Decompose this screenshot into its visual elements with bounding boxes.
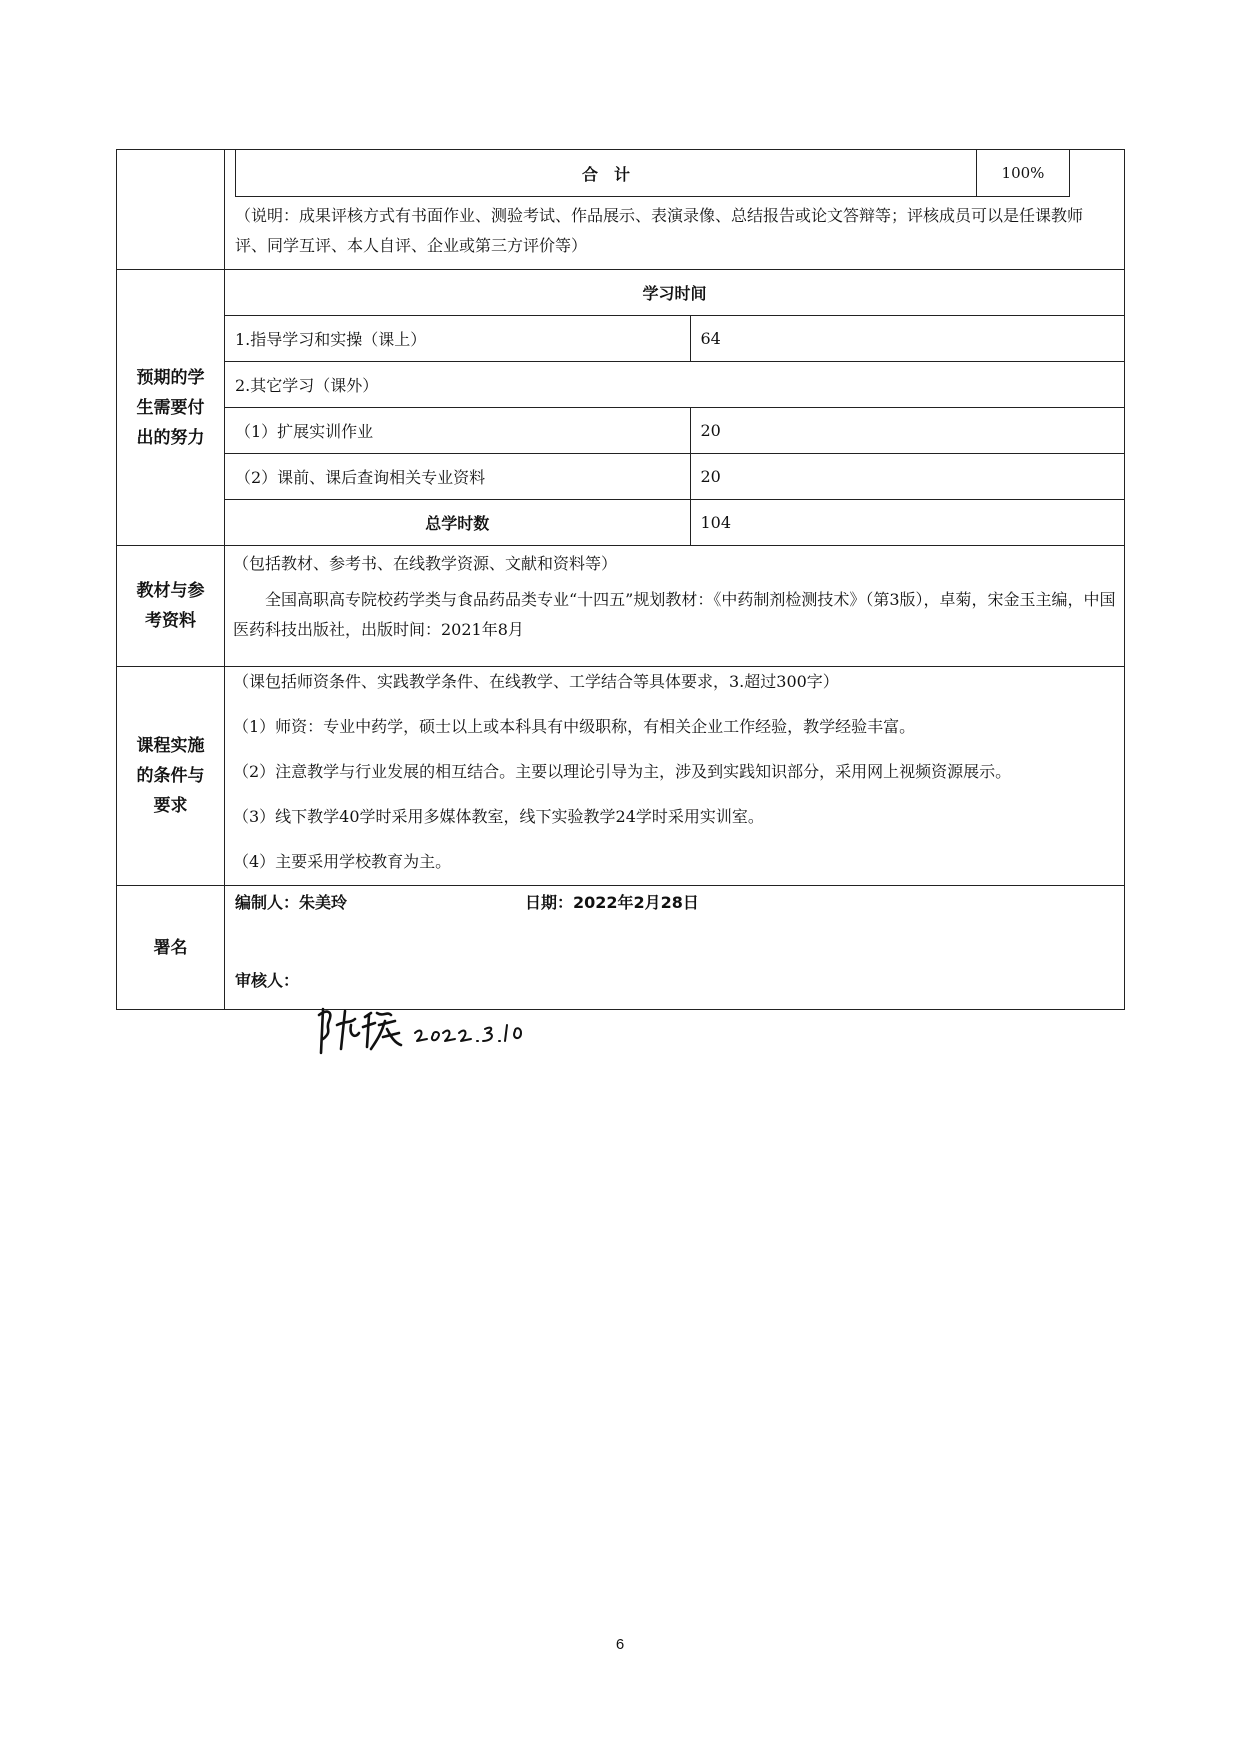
effort-header: 学习时间	[225, 270, 1124, 316]
implementation-label-cell	[117, 667, 225, 886]
effort-total-value: 104	[690, 500, 1124, 546]
materials-label-cell	[117, 546, 225, 667]
total-value: 100%	[977, 150, 1070, 197]
implementation-item: （1）师资：专业中药学，硕士以上或本科具有中级职称，有相关企业工作经验，教学经验丰富。	[233, 717, 916, 736]
signature-label: 署名	[153, 937, 188, 958]
materials-hint: （包括教材、参考书、在线教学资源、文献和资料等）	[233, 554, 618, 573]
syllabus-table	[116, 149, 1125, 1010]
materials-label: 教材与参考资料	[136, 581, 205, 631]
effort-item-text: 1.指导学习和实操（课上）	[225, 316, 690, 362]
effort-table	[225, 270, 1124, 545]
effort-item-row	[225, 316, 1124, 362]
effort-total-row	[225, 500, 1124, 546]
total-box	[235, 150, 1070, 197]
effort-label: 预期的学生需要付出的努力	[136, 367, 205, 448]
signature-label-cell	[117, 886, 225, 1010]
implementation-row	[117, 667, 1125, 886]
materials-row	[117, 546, 1125, 667]
page-number: 6	[615, 1636, 625, 1653]
effort-row	[117, 270, 1125, 546]
materials-content-cell	[225, 546, 1125, 667]
implementation-content-cell	[225, 667, 1125, 886]
effort-item-value: 64	[690, 316, 1124, 362]
effort-item-value: 20	[690, 408, 1124, 454]
effort-item-row	[225, 454, 1124, 500]
assessment-content-cell	[225, 150, 1125, 270]
effort-item-value: 20	[690, 454, 1124, 500]
materials-text: 全国高职高专院校药学类与食品药品类专业“十四五”规划教材：《中药制剂检测技术》（第3版），卓菊，宋金玉主编，中国医药科技出版社，出版时间：2021年8月	[233, 590, 1116, 639]
effort-item-text: 2.其它学习（课外）	[225, 362, 1124, 408]
signature-content-cell	[225, 886, 1125, 1010]
implementation-item: （3）线下教学40学时采用多媒体教室，线下实验教学24学时采用实训室。	[233, 807, 764, 826]
assessment-note: （说明：成果评核方式有书面作业、测验考试、作品展示、表演录像、总结报告或论文答辩等；评核成员可以是任课教师评、同学互评、本人自评、企业或第三方评价等）	[235, 206, 1084, 255]
implementation-item: （4）主要采用学校教育为主。	[233, 852, 452, 871]
effort-item-row	[225, 362, 1124, 408]
effort-item-text: （2）课前、课后查询相关专业资料	[225, 454, 690, 500]
signature-row	[117, 886, 1125, 1010]
assessment-label-cell	[117, 150, 225, 270]
effort-total-label: 总学时数	[225, 500, 690, 546]
effort-item-text: （1）扩展实训作业	[225, 408, 690, 454]
date-text: 日期：2022年2月28日	[525, 893, 699, 912]
effort-label-cell	[117, 270, 225, 546]
total-label: 合 计	[236, 150, 977, 197]
effort-item-row	[225, 408, 1124, 454]
implementation-item: （课包括师资条件、实践教学条件、在线教学、工学结合等具体要求，3.超过300字）	[233, 672, 839, 691]
compiler-text: 编制人：朱美玲	[235, 893, 348, 912]
implementation-label: 课程实施的条件与要求	[136, 736, 205, 816]
assessment-total-row	[117, 150, 1125, 270]
reviewer-label: 审核人：	[235, 971, 300, 990]
implementation-item: （2）注意教学与行业发展的相互结合。主要以理论引导为主，涉及到实践知识部分，采用网上视频资源展示。	[233, 762, 1012, 781]
handwritten-signature	[315, 1003, 535, 1061]
effort-content-cell	[225, 270, 1125, 546]
